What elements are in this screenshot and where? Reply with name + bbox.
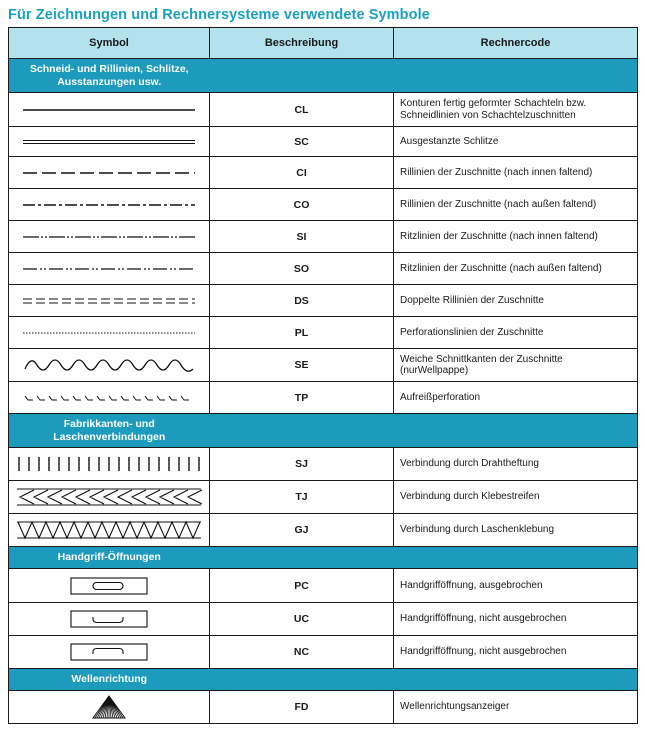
handhole-flap-icon xyxy=(69,609,149,629)
row-description: Rillinien der Zuschnitte (nach innen faltend) xyxy=(394,157,638,189)
table-row xyxy=(9,93,638,127)
row-description: Verbindung durch Laschenklebung xyxy=(394,514,638,547)
table-row xyxy=(9,127,638,157)
page-title: Für Zeichnungen und Rechnersysteme verwendete Symbole xyxy=(8,7,430,23)
dotted-line-icon xyxy=(19,328,199,338)
table-row xyxy=(9,349,638,382)
row-description: Verbindung durch Klebestreifen xyxy=(394,481,638,514)
flute-direction-icon xyxy=(89,694,129,720)
section-header xyxy=(9,669,638,691)
table-row xyxy=(9,603,638,636)
row-description: Ritzlinien der Zuschnitte (nach innen faltend) xyxy=(394,221,638,253)
table-row xyxy=(9,514,638,547)
tear-perforation-icon xyxy=(19,393,199,403)
row-code: CO xyxy=(210,189,394,221)
row-description: Aufreißperforation xyxy=(394,382,638,414)
table-row xyxy=(9,636,638,669)
handhole-arc-icon xyxy=(69,642,149,662)
table-row xyxy=(9,189,638,221)
row-code: SJ xyxy=(210,448,394,481)
staple-ticks-icon xyxy=(14,455,204,473)
row-description: Ausgestanzte Schlitze xyxy=(394,127,638,157)
row-description: Perforationslinien der Zuschnitte xyxy=(394,317,638,349)
row-description: Handgrifföffnung, nicht ausgebrochen xyxy=(394,603,638,636)
table-row xyxy=(9,481,638,514)
section-label: Fabrikkanten- und Laschenverbindungen xyxy=(9,414,210,448)
row-description: Handgrifföffnung, nicht ausgebrochen xyxy=(394,636,638,669)
dashed-line-icon xyxy=(19,168,199,178)
row-code: PC xyxy=(210,569,394,603)
table-row xyxy=(9,317,638,349)
header-description: Beschreibung xyxy=(210,28,394,59)
row-code: CI xyxy=(210,157,394,189)
double-line-icon xyxy=(19,137,199,147)
row-code: NC xyxy=(210,636,394,669)
row-description: Konturen fertig geformter Schachteln bzw. Schneidlinien von Schachtelzuschnitten xyxy=(394,93,638,127)
row-description: Rillinien der Zuschnitte (nach außen faltend) xyxy=(394,189,638,221)
double-dashed-line-icon xyxy=(19,296,199,306)
table-row xyxy=(9,382,638,414)
row-description: Wellenrichtungsanzeiger xyxy=(394,691,638,724)
header-symbol: Symbol xyxy=(9,28,210,59)
symbol-table xyxy=(8,27,638,724)
section-label: Schneid- und Rillinien, Schlitze, Ausstanzungen usw. xyxy=(9,59,210,93)
section-header xyxy=(9,547,638,569)
tape-chevrons-icon xyxy=(14,487,204,507)
table-row xyxy=(9,253,638,285)
handhole-punched-icon xyxy=(69,576,149,596)
table-row xyxy=(9,221,638,253)
row-code: GJ xyxy=(210,514,394,547)
long-dash-dots-line-icon xyxy=(19,264,199,274)
glue-zigzag-icon xyxy=(14,520,204,540)
row-code: UC xyxy=(210,603,394,636)
row-description: Verbindung durch Drahtheftung xyxy=(394,448,638,481)
row-description: Doppelte Rillinien der Zuschnitte xyxy=(394,285,638,317)
wave-line-icon xyxy=(19,355,199,375)
table-row xyxy=(9,569,638,603)
section-header xyxy=(9,414,638,448)
row-code: SI xyxy=(210,221,394,253)
section-header xyxy=(9,59,638,93)
row-code: SE xyxy=(210,349,394,382)
row-description: Ritzlinien der Zuschnitte (nach außen faltend) xyxy=(394,253,638,285)
row-code: SC xyxy=(210,127,394,157)
solid-line-icon xyxy=(19,105,199,115)
row-code: CL xyxy=(210,93,394,127)
dash-dot-line-icon xyxy=(19,200,199,210)
dash-dot-dot-line-icon xyxy=(19,232,199,242)
row-code: DS xyxy=(210,285,394,317)
row-code: FD xyxy=(210,691,394,724)
section-label: Wellenrichtung xyxy=(9,669,210,691)
table-row xyxy=(9,285,638,317)
row-code: TP xyxy=(210,382,394,414)
row-description: Handgrifföffnung, ausgebrochen xyxy=(394,569,638,603)
table-header-row xyxy=(9,28,638,59)
row-description: Weiche Schnittkanten der Zuschnitte (nurWellpappe) xyxy=(394,349,638,382)
table-row xyxy=(9,157,638,189)
row-code: SO xyxy=(210,253,394,285)
section-label: Handgriff-Öffnungen xyxy=(9,547,210,569)
table-row xyxy=(9,448,638,481)
row-code: TJ xyxy=(210,481,394,514)
row-code: PL xyxy=(210,317,394,349)
header-code: Rechnercode xyxy=(394,28,638,59)
table-row xyxy=(9,691,638,724)
